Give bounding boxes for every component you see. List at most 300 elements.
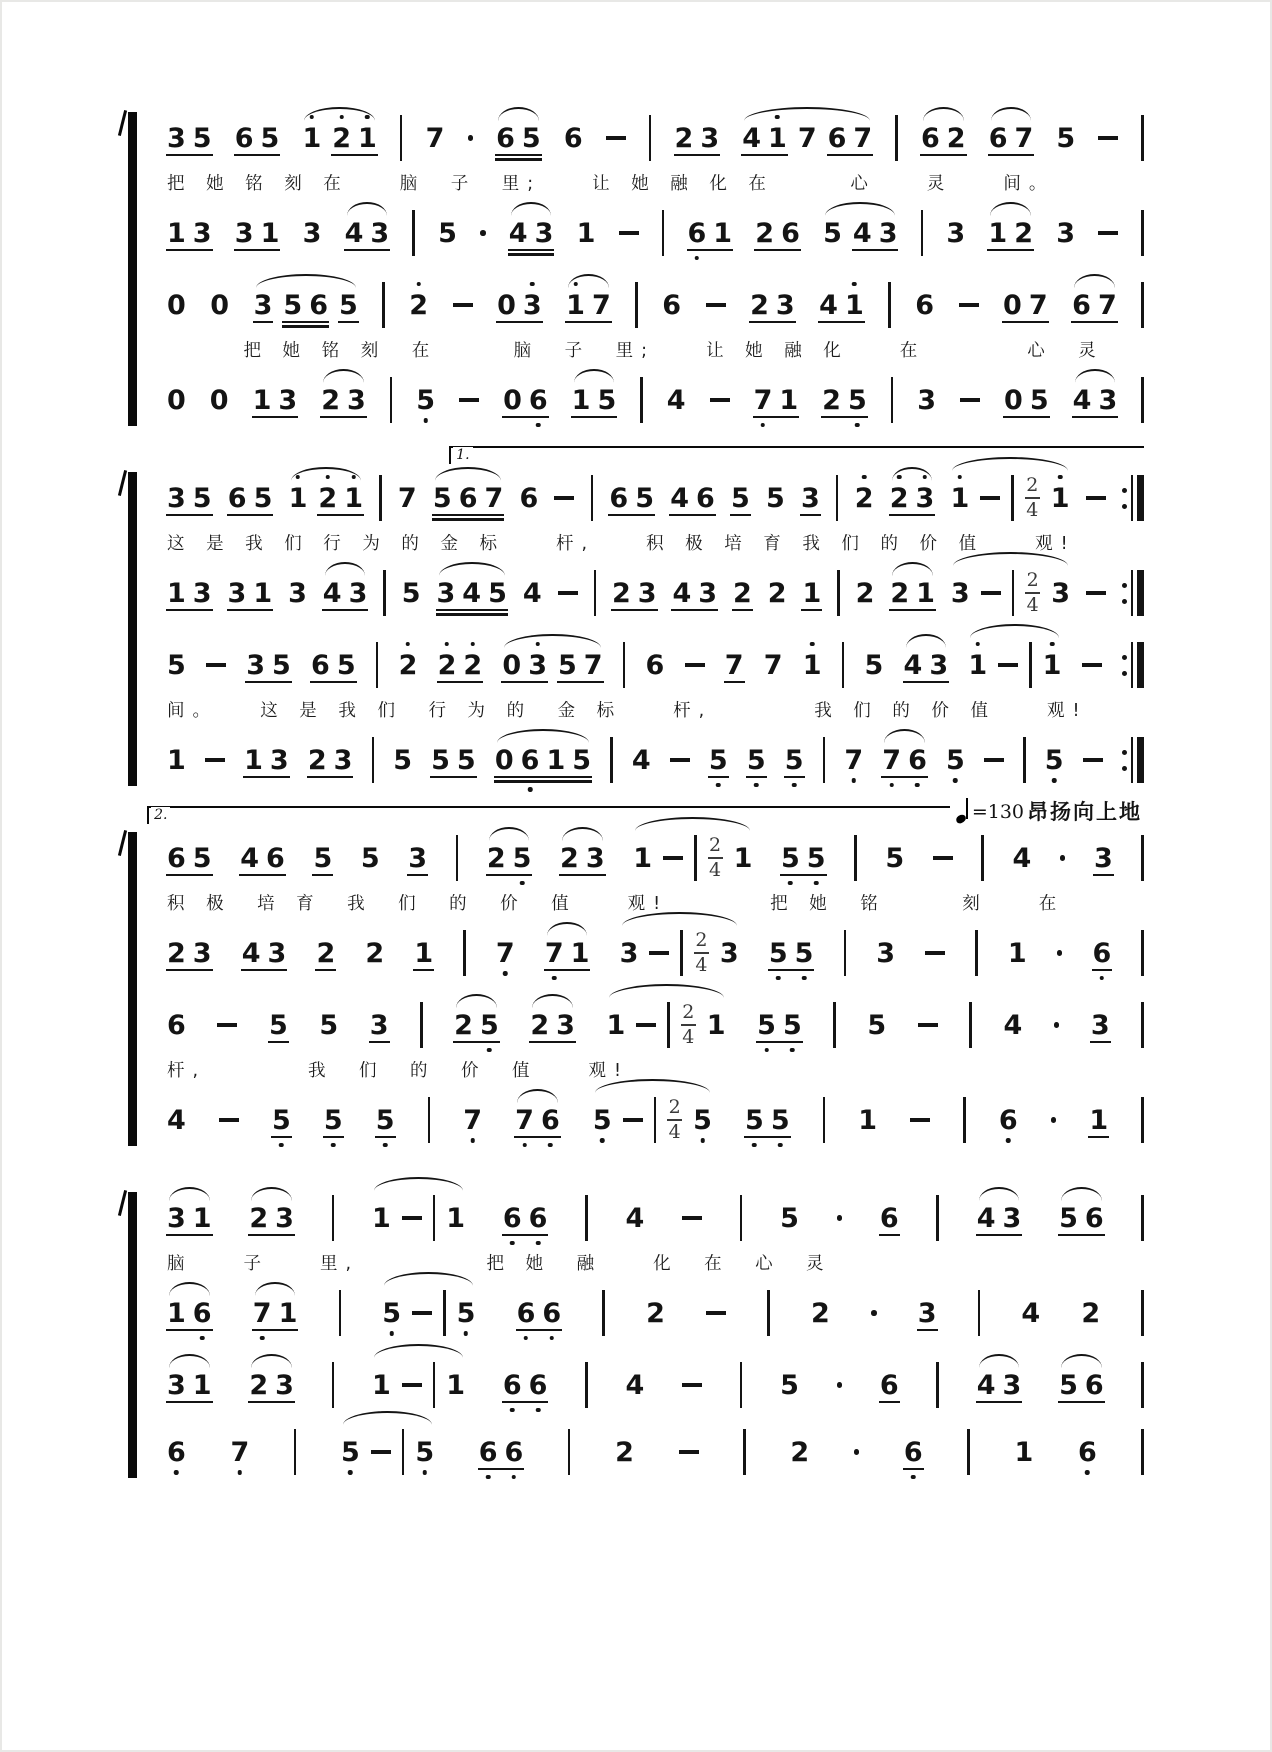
octave-dot-below: [550, 1336, 555, 1341]
octave-dot-below: [510, 1408, 515, 1413]
octave-dot-below: [802, 976, 807, 981]
note-digit: 3: [800, 482, 820, 514]
barline: [1012, 570, 1015, 616]
octave-dot-below: [761, 423, 766, 428]
note-digit: 5: [432, 482, 452, 514]
note-digit: 3: [167, 122, 186, 154]
voice-2: [167, 1287, 1144, 1339]
note-digit: 6: [645, 649, 665, 681]
note: [1021, 1297, 1041, 1329]
beam-underline: [976, 1234, 1023, 1237]
note: [167, 1436, 186, 1468]
note-digit: 4: [1003, 1009, 1023, 1041]
note-digit: 5: [457, 1300, 476, 1327]
barline: [833, 1002, 836, 1048]
beam-underline: [544, 969, 591, 972]
slur-group: [607, 1002, 726, 1048]
beam-underline: [375, 1136, 396, 1139]
barline: [649, 115, 652, 161]
note: [687, 217, 733, 249]
beam-underline: [976, 1401, 1023, 1404]
time-signature-numerator: 2: [1026, 569, 1039, 592]
note-digit: 3: [915, 485, 934, 512]
held-note-dash: [558, 591, 578, 595]
beam-underline: [166, 249, 213, 252]
octave-dot-below: [716, 783, 721, 788]
time-signature-denominator: 4: [1026, 498, 1039, 521]
note: [854, 482, 874, 514]
octave-dot-below: [522, 1143, 527, 1148]
slur-group: [494, 744, 592, 776]
octave-dot-below: [1085, 1470, 1090, 1475]
barline: [854, 835, 857, 881]
note: [864, 649, 884, 681]
slur-group: [496, 122, 541, 154]
barline: [694, 835, 697, 881]
beam-underline: [331, 154, 378, 157]
beam-underline: [756, 1041, 803, 1044]
barline: [740, 1362, 743, 1408]
note: [802, 649, 822, 681]
note-digit: 5: [885, 842, 905, 874]
beam-underline: [559, 874, 606, 877]
note: [401, 577, 421, 609]
slur-group: [920, 122, 966, 154]
note-digit: 7: [545, 940, 564, 967]
note: [858, 1104, 878, 1136]
barline: [379, 475, 382, 521]
beam-underline: [730, 514, 751, 517]
slur-group: [633, 835, 752, 881]
note-digit: 0: [497, 289, 516, 321]
note: [1072, 289, 1117, 321]
beam-underline: [407, 874, 428, 877]
note: [519, 482, 539, 514]
note-digit: 4: [852, 217, 872, 249]
note: [558, 649, 603, 681]
note-digit: 6: [904, 1439, 923, 1466]
quarter-note-icon: [956, 798, 969, 823]
slur-group: [436, 577, 507, 609]
note-digit: 2: [365, 937, 385, 969]
note-digit: 3: [917, 384, 937, 416]
beam-underline: [436, 613, 508, 616]
note: [393, 744, 412, 776]
note-digit: 3: [528, 652, 547, 679]
note: [268, 1009, 288, 1041]
note-digit: 5: [480, 1012, 499, 1039]
note-digit: 1: [546, 744, 566, 776]
beam-underline: [1093, 874, 1114, 877]
note-digit: 5: [431, 744, 450, 776]
system-1: [128, 112, 1144, 426]
note-digit: 3: [929, 649, 949, 681]
note-digit: 5: [376, 1107, 395, 1134]
note-digit: 2: [890, 577, 910, 609]
beam-underline: [920, 154, 967, 157]
note-digit: 2: [733, 577, 752, 609]
note-digit: 6: [920, 122, 940, 154]
tempo-text: 昂扬向上地: [1027, 800, 1142, 824]
slur-group: [454, 1009, 499, 1041]
barline: [585, 1195, 588, 1241]
barline: [1029, 642, 1032, 688]
note: [323, 1104, 343, 1136]
note: [757, 1009, 802, 1041]
barline: [1141, 1002, 1144, 1048]
time-signature-denominator: 4: [1026, 593, 1039, 616]
note-digit: 2: [790, 1436, 810, 1468]
note-digit: 4: [670, 482, 689, 514]
note-digit: 3: [719, 937, 739, 969]
note-digit: 1: [1014, 1436, 1034, 1468]
note: [414, 937, 434, 969]
note: [867, 1009, 887, 1041]
beam-underline: [241, 969, 288, 972]
held-note-dash: [981, 591, 1001, 595]
slur-group: [253, 289, 358, 321]
note-digit: 5: [807, 845, 826, 872]
repeat-dots: [1122, 488, 1127, 509]
note: [252, 1297, 298, 1329]
octave-dot-above: [535, 642, 540, 647]
note-digit: 2: [249, 1202, 269, 1234]
barline: [654, 1097, 657, 1143]
note-digit: 0: [1004, 384, 1023, 416]
note: [1092, 937, 1112, 969]
beam-underline: [437, 681, 484, 684]
note-digit: 3: [1051, 577, 1070, 609]
beam-underline: [166, 969, 213, 972]
note-digit: 5: [393, 744, 412, 776]
thick-barline: [1137, 642, 1144, 688]
repeat-dot: [1122, 655, 1127, 660]
held-note-dash: [606, 136, 626, 140]
octave-dot-above: [976, 642, 981, 647]
note-digit: 5: [780, 1202, 799, 1234]
note: [950, 482, 970, 514]
note: [666, 384, 686, 416]
note-digit: 3: [1094, 842, 1113, 874]
note-digit: 3: [267, 937, 287, 969]
note: [365, 937, 385, 969]
octave-dot-above: [958, 475, 963, 480]
beam-underline: [557, 681, 604, 684]
held-note-dash: [1086, 496, 1106, 500]
slur-group: [322, 577, 368, 609]
note: [253, 289, 273, 321]
barline: [594, 570, 597, 616]
beam-underline: [1072, 416, 1119, 419]
beam-underline: [245, 681, 292, 684]
barline: [456, 835, 459, 881]
note-digit: 7: [253, 1300, 272, 1327]
beam-underline: [502, 1401, 549, 1404]
note: [920, 122, 966, 154]
note-digit: 3: [167, 1369, 186, 1401]
octave-dot-below: [1006, 1138, 1011, 1143]
note-digit: 5: [456, 744, 476, 776]
note: [662, 289, 682, 321]
slur-group: [544, 937, 590, 969]
note-digit: 6: [879, 1202, 899, 1234]
note-digit: 6: [999, 1107, 1018, 1134]
beam-underline: [323, 1136, 344, 1139]
augmentation-dot: [1054, 1022, 1060, 1028]
volta-label: 1.: [453, 447, 472, 463]
barline: [433, 1362, 436, 1408]
note-digit: 7: [230, 1439, 249, 1466]
time-signature: [681, 1003, 696, 1047]
barline: [294, 1429, 297, 1475]
time-signature: [1025, 476, 1040, 520]
held-note-dash: [623, 1118, 643, 1122]
note: [454, 1009, 499, 1041]
note-digit: 3: [302, 217, 322, 249]
beam-underline: [1090, 1041, 1111, 1044]
note: [227, 482, 273, 514]
note-digit: 5: [521, 122, 541, 154]
note: [767, 577, 787, 609]
held-note-dash: [685, 663, 705, 667]
barline: [402, 1429, 405, 1475]
lyrics-line: 杆, 我 们 的 价 值 观!: [167, 1061, 630, 1081]
held-note-dash: [670, 758, 690, 762]
octave-dot-above: [1058, 475, 1063, 480]
note-digit: 3: [1002, 1202, 1022, 1234]
note-digit: 5: [341, 1439, 360, 1466]
note-digit: 7: [425, 122, 445, 154]
octave-dot-below: [536, 1408, 541, 1413]
barline: [680, 930, 683, 976]
note-digit: 2: [890, 485, 909, 512]
note-digit: 3: [192, 937, 212, 969]
barline: [420, 1002, 423, 1048]
note: [321, 384, 366, 416]
note-digit: 2: [946, 122, 966, 154]
note-digit: 4: [240, 842, 260, 874]
note: [733, 577, 752, 609]
beam-underline: [749, 321, 796, 324]
note-digit: 6: [609, 482, 629, 514]
note-digit: 5: [864, 649, 884, 681]
barline: [975, 930, 978, 976]
barline: [428, 1097, 431, 1143]
note: [742, 122, 787, 154]
slur-group: [968, 642, 1061, 688]
note-digit: 6: [529, 1372, 548, 1399]
barline: [967, 1429, 970, 1475]
note: [497, 289, 542, 321]
note-digit: 6: [908, 747, 927, 774]
note-digit: 1: [803, 652, 822, 679]
octave-dot-above: [810, 642, 815, 647]
note: [1081, 1297, 1101, 1329]
note: [375, 1104, 395, 1136]
note: [827, 122, 873, 154]
note: [811, 1297, 830, 1329]
beam-underline: [821, 416, 868, 419]
beam-underline: [268, 1041, 289, 1044]
note-digit: 2: [530, 1009, 550, 1041]
repeat-end-sign: [1122, 475, 1144, 521]
time-signature: [694, 931, 709, 975]
note-digit: 4: [625, 1369, 645, 1401]
beam-underline: [234, 249, 281, 252]
note-digit: 0: [209, 384, 229, 416]
octave-dot-below: [536, 1241, 541, 1246]
voice-4: [167, 734, 1144, 786]
beam-underline: [508, 253, 555, 256]
note-digit: 5: [382, 1300, 401, 1327]
beam-underline: [671, 609, 718, 612]
note-digit: 6: [517, 1300, 536, 1327]
note: [371, 1202, 391, 1234]
note: [882, 744, 927, 776]
octave-dot-below: [200, 1336, 205, 1341]
note: [446, 1202, 466, 1234]
beam-underline: [166, 609, 213, 612]
note: [244, 744, 289, 776]
note-digit: 5: [709, 747, 728, 774]
note: [1003, 1009, 1023, 1041]
voice-1: [167, 112, 1144, 164]
held-note-dash: [959, 303, 979, 307]
note-digit: 3: [698, 577, 718, 609]
note-digit: 4: [742, 122, 762, 154]
note-digit: 0: [494, 744, 514, 776]
barline: [376, 642, 379, 688]
note-digit: 5: [336, 649, 356, 681]
octave-dot-above: [351, 475, 356, 480]
beam-underline: [248, 1401, 295, 1404]
note-digit: 3: [370, 217, 390, 249]
note: [674, 122, 720, 154]
note-digit: 3: [700, 122, 720, 154]
beam-underline: [1088, 1136, 1109, 1139]
note-digit: 5: [313, 842, 333, 874]
beam-underline: [768, 969, 815, 972]
octave-dot-below: [422, 1470, 427, 1475]
octave-dot-below: [695, 256, 700, 261]
note-digit: 7: [397, 482, 417, 514]
barline: [635, 282, 638, 328]
beam-underline: [744, 1136, 791, 1139]
note: [646, 1297, 665, 1329]
note: [611, 577, 657, 609]
barline: [332, 1195, 335, 1241]
barline: [891, 377, 894, 423]
note: [522, 577, 542, 609]
held-note-dash: [205, 758, 225, 762]
beam-underline: [315, 969, 336, 972]
beam-underline: [708, 776, 729, 779]
voice-4: [167, 1426, 1144, 1478]
lyrics-line: 脑 子 里, 把 她 融 化 在 心 灵: [167, 1254, 832, 1274]
beam-underline: [1003, 416, 1050, 419]
note-digit: 6: [529, 387, 548, 414]
octave-dot-below: [389, 1331, 394, 1336]
note-digit: 4: [322, 577, 342, 609]
slur-group: [502, 649, 603, 681]
note-digit: 2: [755, 217, 775, 249]
octave-dot-below: [331, 1143, 336, 1148]
barline: [740, 1195, 743, 1241]
beam-underline: [307, 776, 354, 779]
voice-2: [167, 207, 1144, 259]
beam-underline: [344, 249, 391, 252]
octave-dot-above: [310, 115, 315, 120]
note-digit: 5: [867, 1009, 887, 1041]
note: [755, 217, 800, 249]
note-digit: 7: [882, 747, 901, 774]
note-digit: 5: [283, 289, 303, 321]
note-digit: 6: [1078, 1439, 1097, 1466]
note-digit: 6: [988, 122, 1008, 154]
note-digit: 7: [1097, 289, 1117, 321]
note-digit: 1: [1089, 1104, 1109, 1136]
note: [230, 1436, 250, 1468]
note-digit: 1: [916, 577, 935, 609]
note: [780, 1202, 799, 1234]
beam-underline: [453, 1041, 500, 1044]
held-note-dash: [1082, 663, 1102, 667]
note-digit: 3: [275, 1202, 294, 1234]
beam-underline: [903, 681, 950, 684]
barline: [936, 1362, 939, 1408]
note-digit: 7: [496, 940, 515, 967]
held-note-dash: [402, 1383, 422, 1387]
note: [625, 1202, 645, 1234]
octave-dot-below: [464, 1331, 469, 1336]
note-digit: 5: [416, 387, 435, 414]
octave-dot-below: [953, 778, 958, 783]
note-digit: 3: [585, 842, 605, 874]
barline: [372, 737, 375, 783]
barline: [1141, 1097, 1144, 1143]
held-note-dash: [682, 1383, 702, 1387]
barline: [888, 282, 891, 328]
note: [800, 482, 820, 514]
note-digit: 1: [414, 937, 434, 969]
beam-underline: [879, 1234, 900, 1237]
note-digit: 1: [167, 1297, 186, 1329]
note-digit: 7: [484, 482, 504, 514]
beam-underline: [1058, 1234, 1105, 1237]
note-digit: 6: [503, 1372, 522, 1399]
note-digit: 5: [781, 845, 800, 872]
thick-barline: [1137, 570, 1144, 616]
augmentation-dot: [1060, 855, 1066, 861]
octave-dot-above: [862, 475, 867, 480]
slur-group: [372, 1195, 465, 1241]
barline: [412, 210, 415, 256]
held-note-dash: [679, 1450, 699, 1454]
note-digit: 4: [976, 1369, 996, 1401]
note-digit: 1: [260, 217, 280, 249]
octave-dot-above: [530, 282, 535, 287]
note-digit: 5: [319, 1009, 339, 1041]
note-digit: 6: [234, 122, 254, 154]
note-digit: 6: [505, 1439, 524, 1466]
octave-dot-below: [915, 783, 920, 788]
voice-3: [167, 1359, 1144, 1411]
slur-group: [823, 217, 898, 249]
note: [167, 217, 212, 249]
beam-underline: [889, 609, 936, 612]
held-note-dash: [1098, 136, 1118, 140]
note-digit: 7: [591, 289, 611, 321]
